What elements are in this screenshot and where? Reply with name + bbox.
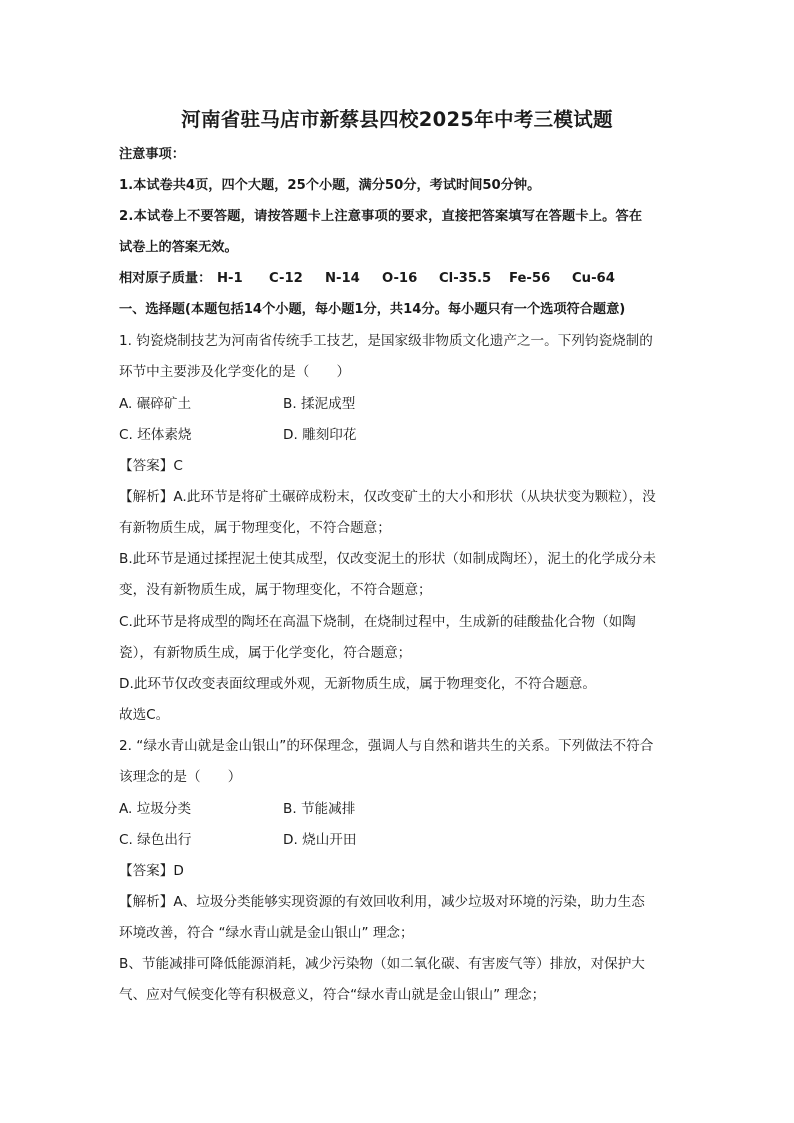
q1-explanation-4: D.此环节仅改变表面纹理或外观，无新物质生成，属于物理变化，不符合题意。 [119,676,596,692]
atomic-mass-label: 相对原子质量： [119,271,212,286]
q1-option-c: C. 坯体素烧 [119,427,192,443]
q2-option-c: C. 绿色出行 [119,832,192,848]
q2-option-a: A. 垃圾分类 [119,801,192,817]
q2-stem-a: 2. “绿水青山就是金山银山”的环保理念，强调人与自然和谐共生的关系。下列做法不符合 [119,738,654,754]
q2-option-d: D. 烧山开田 [283,832,357,848]
q2-explanation-2b: 气、应对气候变化等有积极意义，符合“绿水青山就是金山银山” 理念； [119,987,546,1003]
notes-line-1: 1.本试卷共4页，四个大题，25个小题，满分50分，考试时间50分钟。 [119,178,541,193]
q1-explanation-3a: C.此环节是将成型的陶坯在高温下烧制，在烧制过程中，生成新的硅酸盐化合物（如陶 [119,614,636,630]
q2-explanation-1b: 环境改善，符合 “绿水青山就是金山银山” 理念； [119,925,414,941]
q2-option-b: B. 节能减排 [283,801,356,817]
atomic-mass-item: Cu-64 [572,271,615,286]
exam-title: 河南省驻马店市新蔡县四校2025年中考三模试题 [181,108,613,131]
section-1-heading: 一、选择题(本题包括14个小题，每小题1分，共14分。每小题只有一个选项符合题意) [119,302,626,317]
q2-stem-b: 该理念的是（ ） [119,769,242,785]
notes-line-2a: 2.本试卷上不要答题，请按答题卡上注意事项的要求，直接把答案填写在答题卡上。答在 [119,209,643,224]
atomic-mass-line [119,269,615,289]
q1-option-a: A. 碾碎矿土 [119,396,192,412]
q1-explanation-3b: 瓷），有新物质生成，属于化学变化，符合题意； [119,645,412,661]
atomic-mass-item: O-16 [382,271,418,286]
q1-explanation-1a: 【解析】A.此环节是将矿土碾碎成粉末，仅改变矿土的大小和形状（从块状变为颗粒），没 [119,489,656,505]
q2-explanation-1a: 【解析】A、垃圾分类能够实现资源的有效回收利用，减少垃圾对环境的污染，助力生态 [119,894,645,910]
q2-explanation-2a: B、节能减排可降低能源消耗，减少污染物（如二氧化碳、有害废气等）排放，对保护大 [119,956,645,972]
q1-conclusion: 故选C。 [119,707,170,723]
q1-explanation-2b: 变，没有新物质生成，属于物理变化，不符合题意； [119,582,432,598]
atomic-mass-item: Cl-35.5 [439,271,492,286]
q1-explanation-1b: 有新物质生成，属于物理变化，不符合题意； [119,520,391,536]
q1-stem-b: 环节中主要涉及化学变化的是（ ） [119,364,351,380]
atomic-mass-item: Fe-56 [509,271,551,286]
atomic-mass-item: H-1 [217,271,243,286]
q1-explanation-2a: B.此环节是通过揉捏泥土使其成型，仅改变泥土的形状（如制成陶坯），泥土的化学成分未 [119,551,657,567]
atomic-mass-item: C-12 [269,271,303,286]
notes-heading: 注意事项： [119,147,185,162]
q2-answer: 【答案】D [119,863,184,879]
notes-line-2b: 试卷上的答案无效。 [119,240,238,255]
q1-stem-a: 1. 钧瓷烧制技艺为河南省传统手工技艺，是国家级非物质文化遗产之一。下列钧瓷烧制的 [119,333,653,349]
atomic-mass-item: N-14 [325,271,360,286]
q1-option-b: B. 揉泥成型 [283,396,356,412]
q1-answer: 【答案】C [119,458,183,474]
q1-option-d: D. 雕刻印花 [283,427,357,443]
